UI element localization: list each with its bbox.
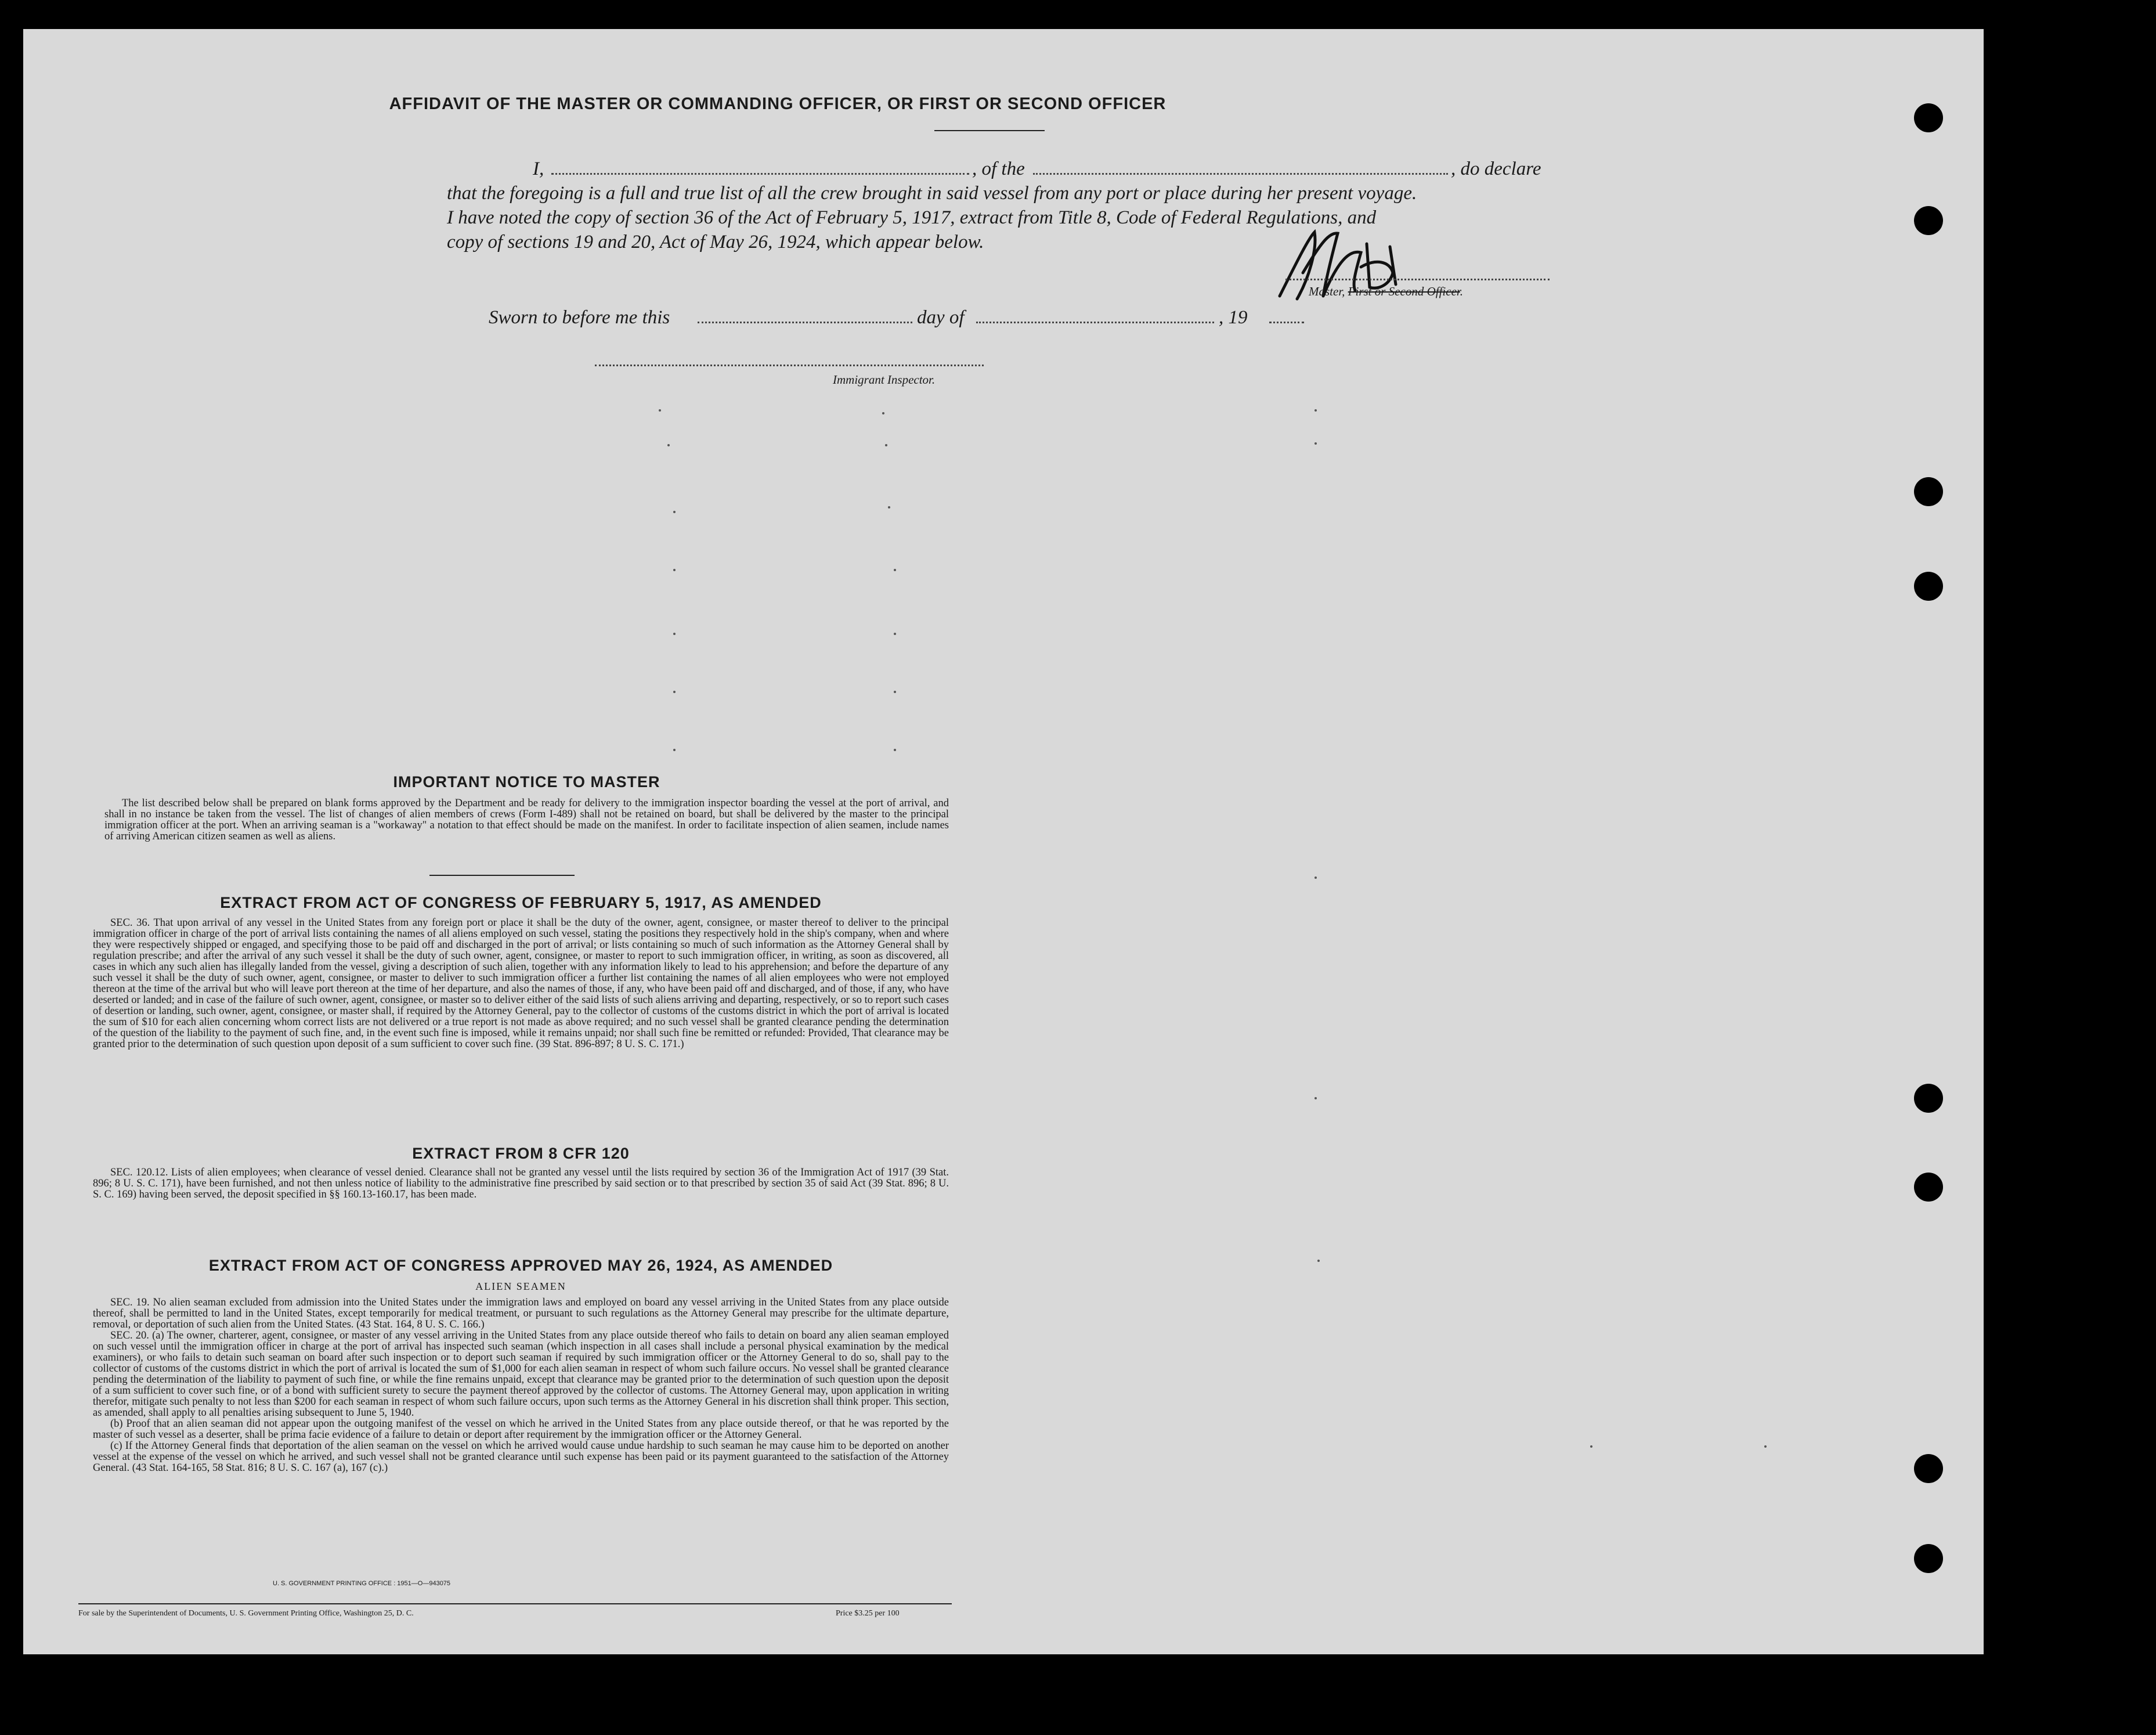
speck xyxy=(1764,1445,1767,1448)
speck xyxy=(894,691,896,693)
speck xyxy=(659,409,661,412)
notice-body: The list described below shall be prepared on blank forms approved by the Department and be ready for delivery to the immigration inspector boarding the vessel at the port of arrival, and shall in no instance be taken from the vessel. The list of changes of alien members of crews (Form I-489) shall not be retained on board, but shall be delivered by the master to the principal immigration officer at the port. When an arriving seaman is a "workaway" a notation to that effect should be made on the manifest. In order to facilitate inspection of alien seamen, include names of arriving American citizen seamen as well as aliens. xyxy=(104,798,949,842)
extract-cfr-body: SEC. 120.12. Lists of alien employees; when clearance of vessel denied. Clearance shall not be granted any vessel until the lists required by section 36 of the Immigration Act of 1917 (39 Stat. 896; 8 U. S. C. 171), have been furnished, and not then unless notice of liability to the administrative fine prescribed by said section or to that prescribed by section 35 of said Act (39 Stat. 896; 8 U. S. C. 169) having been served, the deposit specified in §§ 160.13-160.17, has been made. xyxy=(93,1167,949,1200)
extract-1917-section xyxy=(93,894,949,1050)
extract-1924-section xyxy=(93,1257,949,1474)
speck xyxy=(894,569,896,571)
signature-caption xyxy=(1309,284,1463,299)
speck xyxy=(885,444,887,446)
form-page xyxy=(23,29,1984,1654)
sworn-year: , 19 xyxy=(1219,307,1248,328)
extract-cfr-heading: EXTRACT FROM 8 CFR 120 xyxy=(412,1145,630,1162)
name-blank[interactable] xyxy=(551,173,969,175)
extract-1924-p2: SEC. 20. (a) The owner, charterer, agent, consignee, or master of any vessel arriving in the United States from any place outside thereof who fails to detain on board any alien seaman employed on such vessel until the immigration officer in charge at the port of arrival has inspected such seaman (which inspection in all cases shall include a personal physical examination by the medical examiners), or who fails to detain such seaman on board after such inspection or to deport such seaman if required by such immigration officer or the Attorney General to do so, shall pay to the collector of customs of the customs district in which the port of arrival is located the sum of $1,000 for each alien seaman in respect of whom such failure occurs. No vessel shall be granted clearance pending the determination of the liability to payment of such fine, or while the fine remains unpaid, except that clearance may be granted prior to the determination of such question upon the deposit of a sum sufficient to cover such fine, or of a bond with sufficient surety to secure the payment thereof approved by the collector of customs. The Attorney General may, upon application in writing therefor, mitigate such penalty to not less than $200 for each seaman in respect of whom such failure occurs, upon such terms as the Attorney General in his discretion shall think proper. This section, as amended, shall apply to all penalties arising subsequent to June 5, 1940. xyxy=(93,1330,949,1419)
extract-cfr-section xyxy=(93,1145,949,1200)
decl-declare-label: , do declare xyxy=(1451,158,1541,179)
punch-hole xyxy=(1914,477,1943,506)
footer-rule xyxy=(78,1603,952,1604)
punch-hole xyxy=(1914,1173,1943,1202)
punch-hole xyxy=(1914,1544,1943,1573)
speck xyxy=(1590,1445,1592,1448)
speck xyxy=(1314,442,1317,445)
sworn-day-blank[interactable] xyxy=(698,322,912,323)
speck xyxy=(1314,409,1317,412)
sworn-year-blank[interactable] xyxy=(1269,322,1304,323)
speck xyxy=(673,691,676,693)
speck xyxy=(894,749,896,751)
speck xyxy=(673,749,676,751)
extract-1924-p4: (c) If the Attorney General finds that deportation of the alien seaman on the vessel on which he arrived would cause undue hardship to such seaman he may cause him to be deported on another vessel at the expense of the vessel on which he arrived, and such vessel shall not be granted clearance until such expense has been paid or its payment guaranteed to the satisfaction of the Attorney General. (43 Stat. 164-165, 58 Stat. 816; 8 U. S. C. 167 (a), 167 (c).) xyxy=(93,1440,949,1474)
decl-of-label: , of the xyxy=(972,158,1025,179)
title-rule xyxy=(934,130,1045,131)
punch-hole xyxy=(1914,1454,1943,1483)
caption-struck-officer: First or Second Officer xyxy=(1348,284,1460,298)
affidavit-title: AFFIDAVIT OF THE MASTER OR COMMANDING OFFICER, OR FIRST OR SECOND OFFICER xyxy=(389,95,1167,113)
caption-master: Master, xyxy=(1309,284,1345,298)
sworn-month-blank[interactable] xyxy=(976,322,1214,323)
speck xyxy=(1314,1097,1317,1099)
inspector-blank[interactable] xyxy=(595,365,984,366)
speck xyxy=(1317,1260,1320,1262)
speck xyxy=(667,444,670,446)
decl-i-label: I, xyxy=(533,158,544,179)
decl-line-2: that the foregoing is a full and true list of all the crew brought in said vessel from any port or place during her present voyage. xyxy=(447,183,1417,204)
speck xyxy=(1314,876,1317,879)
extract-1917-body: SEC. 36. That upon arrival of any vessel in the United States from any foreign port or place it shall be the duty of the owner, agent, consignee, or master thereof to deliver to the principal immigration officer in charge of the port of arrival lists containing the names of all aliens employed on such vessel, stating the positions they respectively hold in the ship's company, when and where they were respectively shipped or engaged, and specifying those to be paid off and discharged in the port of arrival; or lists containing so much of such information as the Attorney General shall by regulation prescribe; and after the arrival of any such vessel it shall be the duty of such owner, agent, consignee, or master to report to such immigration officer, in writing, as soon as discovered, all cases in which any such alien has illegally landed from the vessel, giving a description of such alien, together with any information likely to lead to his apprehension; and before the departure of any such vessel it shall be the duty of such owner, agent, consignee, or master to deliver to such immigration officer a further list containing the names of all alien employees who were not employed thereon at the time of the arrival but who will leave port thereon at the time of her departure, and also the names of those, if any, who have been paid off and discharged, and of those, if any, who have deserted or landed; and in case of the failure of such owner, agent, consignee, or master so to deliver either of the said lists of such aliens arriving and departing, respectively, or so to report such cases of desertion or landing, such owner, agent, consignee, or master shall, if required by the Attorney General, pay to the collector of customs of the customs district in which the port of arrival is located the sum of $10 for each alien concerning whom correct lists are not delivered or a true report is not made as above required; and no such vessel shall be granted clearance pending the determination of the question of the liability to the payment of such fine, and, in the event such fine is imposed, while it remains unpaid; nor shall such fine be remitted or refunded: Provided, That clearance may be granted prior to the determination of such question upon deposit of a sum sufficient to cover such fine. (39 Stat. 896-897; 8 U. S. C. 171.) xyxy=(93,917,949,1050)
speck xyxy=(888,506,890,508)
extract-1924-p1: SEC. 19. No alien seaman excluded from admission into the United States under the immigration laws and employed on board any vessel arriving in the United States from any place outside thereof, shall be permitted to land in the United States, except temporarily for medical treatment, or pursuant to such regulations as the Attorney General may prescribe for the ultimate departure, removal, or deportation of such alien from the United States. (43 Stat. 164, 8 U. S. C. 166.) xyxy=(93,1297,949,1330)
notice-rule xyxy=(429,875,575,876)
alien-seamen-subheading: ALIEN SEAMEN xyxy=(475,1280,566,1292)
caption-period: . xyxy=(1460,284,1463,298)
decl-line-3: I have noted the copy of section 36 of the Act of February 5, 1917, extract from Title 8, Code of Federal Regulations, and xyxy=(447,207,1377,228)
sworn-line xyxy=(489,305,1359,330)
extract-1924-p3: (b) Proof that an alien seaman did not appear upon the outgoing manifest of the vessel on which he arrived in the United States from any place outside thereof, or that he was reported by the master of such vessel as a deserter, shall be prima facie evidence of a failure to detain or deport after requirement by the immigration officer or the Attorney General. xyxy=(93,1418,949,1441)
footer-sale: For sale by the Superintendent of Documents, U. S. Government Printing Office, Washington 25, D. C. xyxy=(78,1609,414,1618)
punch-hole xyxy=(1914,1084,1943,1113)
footer-price: Price $3.25 per 100 xyxy=(836,1609,900,1618)
speck xyxy=(673,569,676,571)
extract-1917-heading: EXTRACT FROM ACT OF CONGRESS OF FEBRUARY 5, 1917, AS AMENDED xyxy=(220,894,822,911)
punch-hole xyxy=(1914,103,1943,132)
decl-line-4: copy of sections 19 and 20, Act of May 26, 1924, which appear below. xyxy=(447,232,984,253)
speck xyxy=(894,633,896,635)
speck xyxy=(673,511,676,513)
inspector-caption: Immigrant Inspector. xyxy=(833,373,936,387)
punch-hole xyxy=(1914,572,1943,601)
notice-heading: IMPORTANT NOTICE TO MASTER xyxy=(393,773,660,791)
speck xyxy=(882,412,884,414)
sworn-day-of: day of xyxy=(917,307,965,328)
punch-hole xyxy=(1914,206,1943,235)
notice-section xyxy=(104,773,949,842)
speck xyxy=(673,633,676,635)
gpo-imprint: U. S. GOVERNMENT PRINTING OFFICE : 1951—O—943075 xyxy=(273,1580,451,1587)
vessel-blank[interactable] xyxy=(1033,173,1448,175)
signature-blank[interactable] xyxy=(1285,279,1550,280)
sworn-prefix: Sworn to before me this xyxy=(489,307,670,328)
extract-1924-heading: EXTRACT FROM ACT OF CONGRESS APPROVED MAY 26, 1924, AS AMENDED xyxy=(208,1257,833,1274)
